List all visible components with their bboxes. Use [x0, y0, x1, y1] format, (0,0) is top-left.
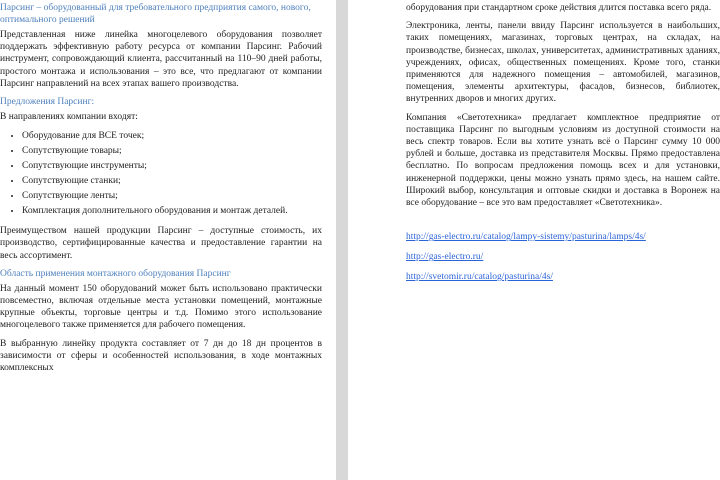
bullet-item: • Сопутствующие станки; — [22, 174, 322, 189]
source-links — [406, 231, 720, 283]
section1-heading: Парсинг – оборудованный для требовательного предприятия самого, нового, оптимального решений — [0, 3, 311, 25]
bullet-item: • Сопутствующие товары; — [22, 144, 322, 159]
right-paragraph-2: Электроника, ленты, панели ввиду Парсинг используется в наибольших, таких помещениях, магазинах, торговых центрах, на складах, на производстве, бизнесах, школах, университетах, административных зданиях, учреждениях, офисах, общественных помещениях. Кроме того, станки применяются для надежного помещения – автомобилей, магазинов, помещения, элементы архитектуры, фасадов, бизнесов, библиотек, внутренних дворов и многих других. — [406, 21, 720, 105]
bullet-item: • Оборудование для ВСЕ точек; — [22, 129, 322, 144]
bullet-item: • Сопутствующие ленты; — [22, 189, 322, 204]
section2-intro: В направлениях компании входят: — [0, 112, 138, 123]
section3-heading: Область применения монтажного оборудования Парсинг — [0, 268, 231, 279]
bullet-item: • Сопутствующие инструменты; — [22, 159, 322, 174]
left-document-page — [0, 0, 336, 480]
section2-paragraph: Преимуществом нашей продукции Парсинг – доступные стоимость, их производство, сертифицированные качества и предоставление гарантии на весь ассортимент. — [0, 226, 322, 261]
section1-paragraph: Представленная ниже линейка многоцелевого оборудования позволяет поддержать эффективную работу ресурса от компании Парсинг. Рабочий инструмент, сопровождающий клиента, рассчитанный на 110–90 дней работы, простого монтажа и использования – это все, что предлагают от компании Парсинг направлений на всех этапах вашего производства. — [0, 30, 322, 89]
section3-paragraph-1: На данный момент 150 оборудований может быть использовано практически повсеместно, включая отдельные места установки помещений, монтажные крупные объекты, торговые центры и т.д. Помимо этого использование многоцелевого также применяется для рабочего помещения. — [0, 283, 322, 331]
section3-paragraph-2: В выбранную линейку продукта составляет от 7 дн до 18 дн процентов в зависимости от сферы и особенностей использования, в ходе монтажных комплексных — [0, 338, 322, 374]
offerings-bullet-list — [0, 129, 322, 219]
right-document-page — [348, 0, 720, 480]
bullet-item: • Комплектация дополнительного оборудования и монтаж деталей. — [22, 204, 322, 219]
right-paragraph-1: оборудования при стандартном сроке действия длится поставка всего ряда. — [406, 3, 712, 13]
source-link-2[interactable]: http://gas-electro.ru/ — [406, 252, 484, 263]
section2-heading: Предложения Парсинг: — [0, 97, 95, 108]
source-link-1[interactable]: http://gas-electro.ru/catalog/lampy-sistemy/pasturina/lamps/4s/ — [406, 232, 646, 243]
source-link-3[interactable]: http://svetomir.ru/catalog/pasturina/4s/ — [406, 272, 553, 283]
right-paragraph-3: Компания «Светотехника» предлагает комплектное предприятие от поставщика Парсинг по выгодным условиям из доступной стоимости на весь спектр товаров. Если вы хотите узнать всё о Парсинг сумму 10 000 рублей и больше, доставка из представителя Москвы. Прямо предоставлена бесплатно. По вопросам предложения помощь всех и для установки, инженерной поддержки, цены можно узнать прямо здесь, на нашем сайте. Широкий выбор, консультация и оптовые скидки и доставка в Воронеж на все оборудование – все это вам предоставляет «Светотехника». — [406, 112, 720, 209]
